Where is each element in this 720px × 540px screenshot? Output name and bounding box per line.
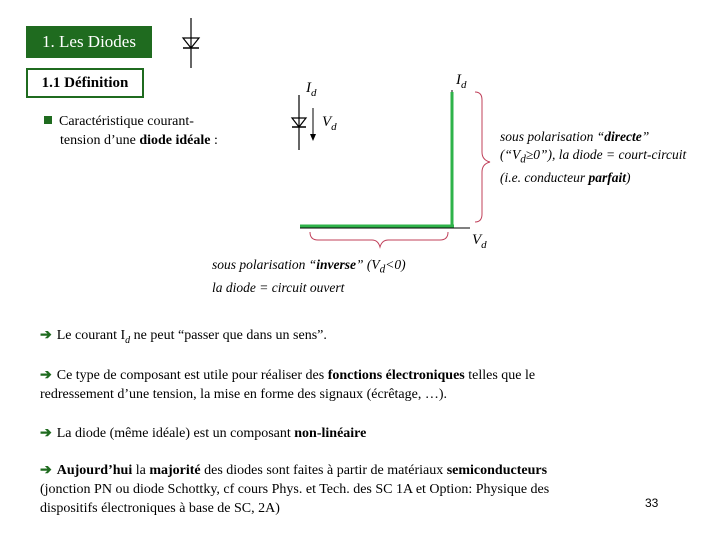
- inverse-brace: [310, 232, 448, 247]
- y-axis-label: $I_d$: [456, 72, 467, 91]
- ideal-characteristic-curve: [300, 92, 454, 227]
- paragraph-non-linear: ➔ La diode (même idéale) est un composant non-linéaire: [40, 426, 367, 441]
- direct-brace: [475, 92, 490, 222]
- diode-voltage-label: $V_d$: [322, 114, 337, 133]
- arrow-right-icon: ➔: [40, 463, 52, 478]
- diode-with-current-icon: [292, 95, 316, 150]
- paragraph-current-direction: ➔ Le courant $I_d$ ne peut “passer que dans un sens”.: [40, 328, 327, 346]
- diode-symbol-icon: [183, 18, 199, 68]
- paragraph-semiconductors: ➔ Aujourd’hui la majorité des diodes sont faites à partir de matériaux semiconducteurs (jonction PN ou diode Schottky, cf cours Phys. et Tech. des SC 1A et Option: Physique des dispositifs électroniques à base de SC, 2A): [40, 463, 550, 516]
- page-number: 33: [645, 496, 659, 510]
- paragraph-electronic-functions: ➔ Ce type de composant est utile pour réaliser des fonctions électroniques telles que le redressement d’une tension, la mise en forme des signaux (écrêtage, …).: [40, 368, 536, 402]
- diode-current-label: $I_d$: [306, 80, 317, 99]
- section-title: 1.1 Définition: [26, 68, 144, 98]
- x-axis-label: $V_d$: [472, 232, 487, 251]
- arrow-right-icon: ➔: [40, 368, 52, 383]
- arrow-right-icon: ➔: [40, 426, 52, 441]
- arrow-right-icon: ➔: [40, 328, 52, 343]
- axes: [300, 90, 470, 228]
- direct-annotation: sous polarisation “directe” $(“V_d\ge 0”)$, la diode = court-circuit (i.e. conducteur parfait): [500, 129, 687, 185]
- definition-line-2: tension d’une diode idéale :: [60, 133, 218, 148]
- inverse-annotation: sous polarisation “inverse” $(V_d<0)$ la diode = circuit ouvert: [212, 257, 406, 295]
- page-title: 1. Les Diodes: [26, 26, 152, 58]
- definition-line-1: Caractéristique courant-: [44, 112, 194, 131]
